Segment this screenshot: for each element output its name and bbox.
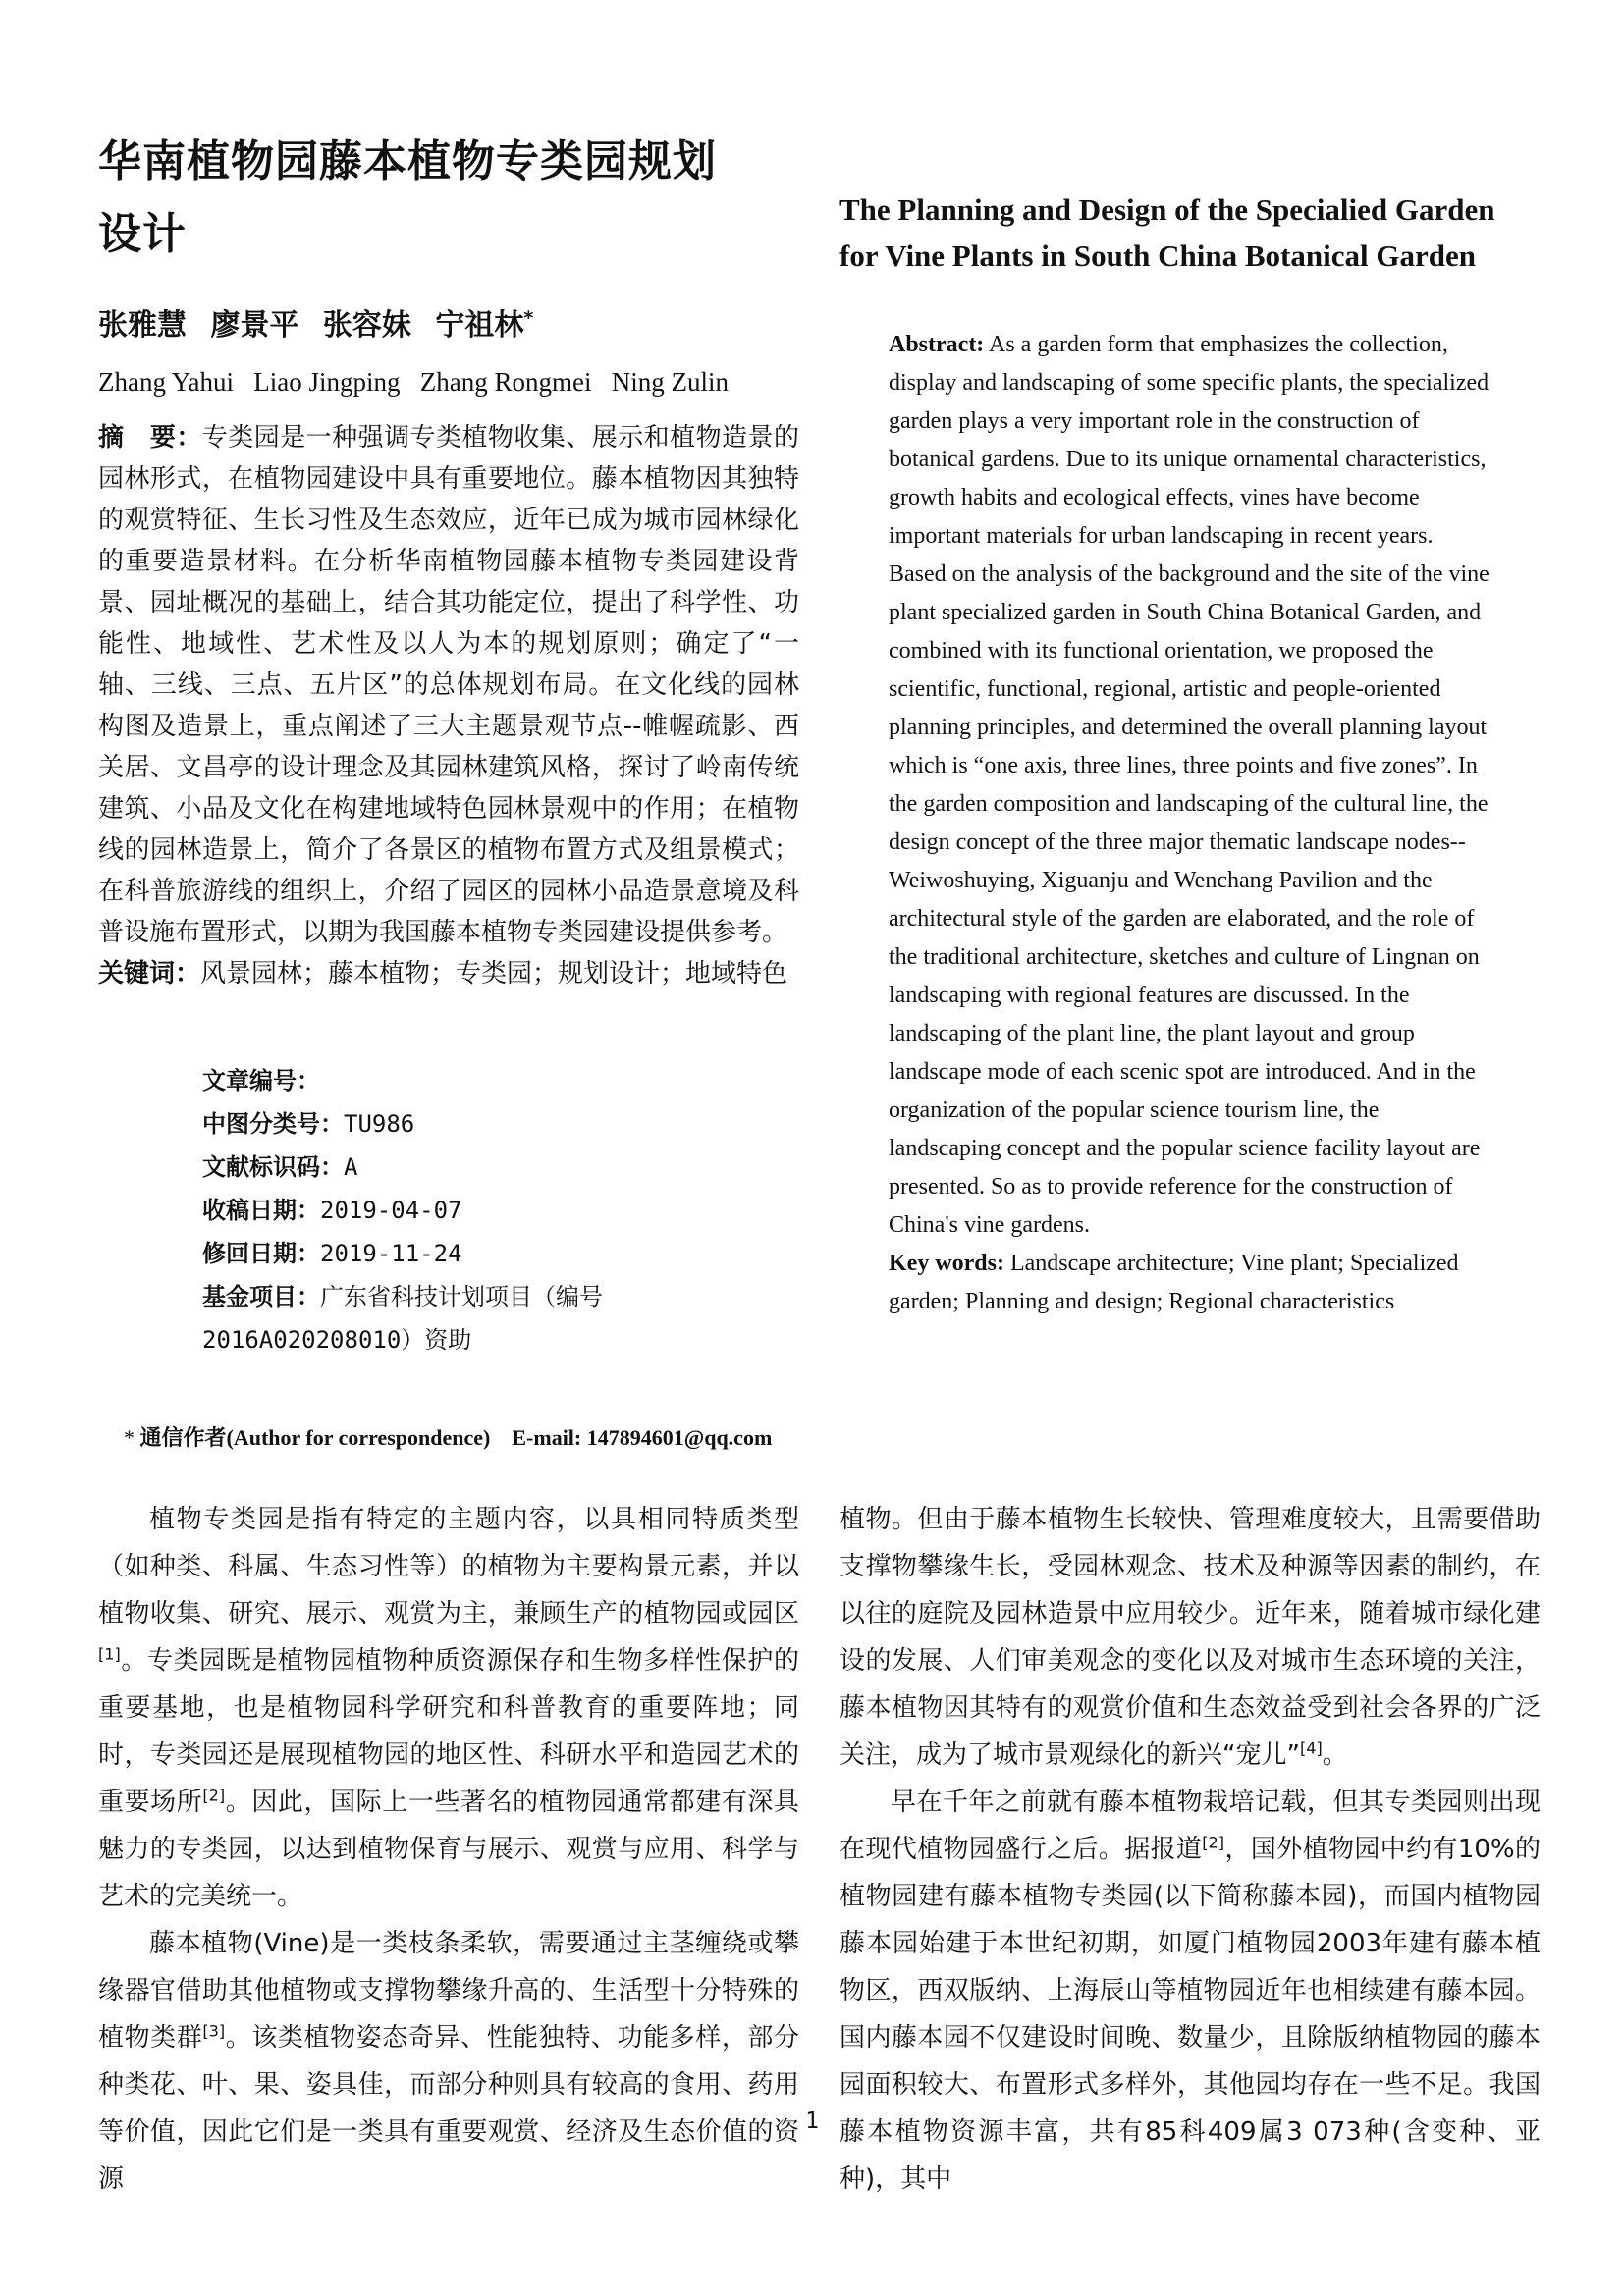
meta-row-clc-number (202, 1102, 799, 1146)
keywords-en-text: Landscape architecture; Vine plant; Specialized garden; Planning and design; Regional characteristics (889, 1251, 1459, 1314)
body-paragraph: 早在千年之前就有藤本植物栽培记载，但其专类园则出现在现代植物园盛行之后。据报道[2]，国外植物园中约有10%的植物园建有藤本植物专类园(以下简称藤本园)，而国内植物园藤本园始建于本世纪初期，如厦门植物园2003年建有藤本植物区，西双版纳、上海辰山等植物园近年也相续建有藤本园。国内藤本园不仅建设时间晚、数量少，且除版纳植物园的藤本园面积较大、布置形式多样外，其他园均存在一些不足。我国藤本植物资源丰富，共有85科409属3 073种(含变种、亚种)，其中 (839, 1788, 1541, 2194)
body-left-column (98, 1496, 799, 2203)
article-title-en: The Planning and Design of the Specialied Garden for Vine Plants in South China Botanical Garden (839, 192, 1495, 273)
abstract-en-block (889, 326, 1491, 1321)
article-title-zh: 华南植物园藤本植物专类园规划设计 (98, 136, 717, 259)
keywords-zh-label: 关键词： (98, 959, 201, 988)
abstract-zh-text: 专类园是一种强调专类植物收集、展示和植物造景的园林形式，在植物园建设中具有重要地位。藤本植物因其独特的观赏特征、生长习性及生态效应，近年已成为城市园林绿化的重要造景材料。在分析华南植物园藤本植物专类园建设背景、园址概况的基础上，结合其功能定位，提出了科学性、功能性、地域性、艺术性及以人为本的规划原则；确定了“一轴、三线、三点、五片区”的总体规划布局。在文化线的园林构图及造景上，重点阐述了三大主题景观节点--帷幄疏影、西关居、文昌亭的设计理念及其园林建筑风格，探讨了岭南传统建筑、小品及文化在构建地域特色园林景观中的作用；在植物线的园林造景上，简介了各景区的植物布置方式及组景模式；在科普旅游线的组织上，介绍了园区的园林小品造景意境及科普设施布置形式，以期为我国藤本植物专类园建设提供参考。 (98, 423, 799, 947)
meta-row-article-id (202, 1059, 799, 1102)
authors-zh: 张雅慧 廖景平 张容妹 宁祖林* (98, 307, 534, 343)
meta-value: TU986 (344, 1110, 415, 1138)
meta-value: 2019-11-24 (320, 1240, 462, 1267)
body-paragraph: 植物专类园是指有特定的主题内容，以具相同特质类型（如种类、科属、生态习性等）的植物为主要构景元素，并以植物收集、研究、展示、观赏为主，兼顾生产的植物园或园区[1]。专类园既是植物园植物种质资源保存和生物多样性保护的重要基地，也是植物园科学研究和科普教育的重要阵地；同时，专类园还是展现植物园的地区性、科研水平和造园艺术的重要场所[2]。因此，国际上一些著名的植物园通常都建有深具魅力的专类园，以达到植物保育与展示、观赏与应用、科学与艺术的完美统一。 (98, 1505, 799, 1911)
meta-label: 文献标识码： (202, 1153, 344, 1181)
abstract-zh (98, 417, 799, 953)
keywords-zh-text: 风景园林；藤本植物；专类园；规划设计；地域特色 (200, 959, 788, 988)
meta-value: A (344, 1153, 358, 1181)
keywords-en-label: Key words: (889, 1251, 1004, 1276)
authors-en: Zhang Yahui Liao Jingping Zhang Rongmei Ning Zulin (98, 367, 729, 397)
meta-row-received-date (202, 1189, 799, 1232)
keywords-en (889, 1245, 1491, 1321)
right-header-column (839, 187, 1539, 1321)
meta-label: 中图分类号： (202, 1110, 344, 1138)
article-metadata (202, 1059, 799, 1362)
page-number: 1 (805, 2109, 819, 2134)
body-right-column (839, 1496, 1541, 2203)
meta-row-revised-date (202, 1232, 799, 1275)
meta-label: 收稿日期： (202, 1197, 320, 1224)
abstract-en (889, 326, 1491, 1245)
abstract-zh-label: 摘 要： (98, 423, 202, 453)
keywords-zh (98, 953, 799, 994)
meta-row-fund-project (202, 1275, 799, 1362)
correspondence-footnote: * 通信作者(Author for correspondence) E-mail: 147894601@qq.com (124, 1425, 773, 1450)
meta-label: 基金项目： (202, 1283, 320, 1310)
meta-value: 广东省科技计划项目（编号2016A020208010）资助 (202, 1283, 603, 1354)
body-paragraph: 植物。但由于藤本植物生长较快、管理难度较大，且需要借助支撑物攀缘生长，受园林观念、技术及种源等因素的制约，在以往的庭院及园林造景中应用较少。近年来，随着城市绿化建设的发展、人们审美观念的变化以及对城市生态环境的关注，藤本植物因其特有的观赏价值和生态效益受到社会各界的广泛关注，成为了城市景观绿化的新兴“宠儿”[4]。 (839, 1505, 1541, 1770)
abstract-en-label: Abstract: (889, 332, 985, 357)
meta-row-document-code (202, 1146, 799, 1189)
meta-label: 修回日期： (202, 1240, 320, 1267)
body-paragraph: 藤本植物(Vine)是一类枝条柔软，需要通过主茎缠绕或攀缘器官借助其他植物或支撑物攀缘升高的、生活型十分特殊的植物类群[3]。该类植物姿态奇异、性能独特、功能多样，部分种类花、叶、果、姿具佳，而部分种则具有较高的食用、药用等价值，因此它们是一类具有重要观赏、经济及生态价值的资源 (98, 1929, 799, 2194)
meta-label: 文章编号： (202, 1067, 320, 1095)
meta-value: 2019-04-07 (320, 1197, 462, 1224)
abstract-en-text: As a garden form that emphasizes the collection, display and landscaping of some specific plants, the specialized garden plays a very important role in the construction of botanical gardens. Due to its unique ornamental characteristics, growth habits and ecological effects, vines have become important materials for urban landscaping in recent years. Based on the analysis of the background and the site of the vine plant specialized garden in South China Botanical Garden, and combined with its functional orientation, we proposed the scientific, functional, regional, artistic and people-oriented planning principles, and determined the overall planning layout which is “one axis, three lines, three points and five zones”. In the garden composition and landscaping of the cultural line, the design concept of the three major thematic landscape nodes--Weiwoshuying, Xiguanju and Wenchang Pavilion and the architectural style of the garden are elaborated, and the role of the traditional architecture, sketches and culture of Lingnan on landscaping with regional features are discussed. In the landscaping of the plant line, the plant layout and group landscape mode of each scenic spot are introduced. And in the organization of the popular science tourism line, the landscaping concept and the popular science facility layout are presented. So as to provide reference for the construction of China's vine gardens. (889, 332, 1489, 1238)
left-header-column (98, 126, 799, 1362)
